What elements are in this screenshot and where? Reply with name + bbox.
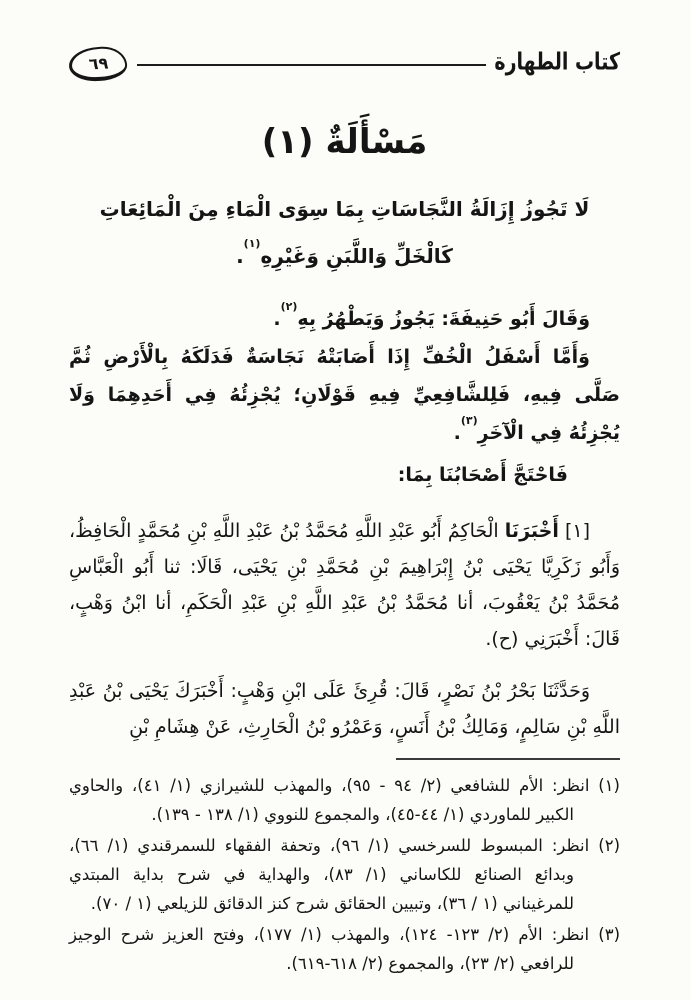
book-title-calligraphy: كتاب الطهارة (494, 48, 620, 76)
footnote-1-number: (١) (598, 776, 620, 795)
footnotes-section (69, 771, 620, 978)
section-title-word: مَسْأَلَةٌ (325, 122, 428, 162)
matn-line-2 (69, 233, 620, 280)
page-number-badge (68, 46, 128, 83)
header-rule (137, 64, 486, 66)
matn-line-2-text: كَالْخَلِّ وَاللَّبَنِ وَغَيْرِهِ (260, 244, 453, 268)
matn-statement (69, 186, 620, 280)
matn-line-1: لَا تَجُوزُ إِزَالَةُ النَّجَاسَاتِ بِمَا سِوَى الْمَاءِ مِنَ الْمَائِعَاتِ (99, 197, 590, 221)
page-number: ٦٩ (88, 52, 109, 73)
section-title-number: (١) (261, 122, 314, 162)
footnote-1-text: انظر: الأم للشافعي (٢/ ٩٤ - ٩٥)، والمهذب للشيرازي (١/ ٤١)، والحاوي الكبير للماوردي (١/ ٤٤-٤٥)، والمجموع للنووي (١/ ١٣٨ - ١٣٩). (69, 776, 590, 824)
section-title (69, 116, 620, 168)
isnad-opening-word: أَخْبَرَنَا (504, 520, 559, 542)
matn-period: . (236, 244, 244, 268)
body-text (69, 300, 620, 745)
para-khuff-period: . (453, 422, 461, 444)
para-abu-hanifa-period: . (273, 308, 281, 330)
isnad-marker: [١] (564, 520, 590, 542)
footnote-2 (69, 831, 620, 918)
para-abu-hanifa-text: وَقَالَ أَبُو حَنِيفَةَ: يَجُوزُ وَيَطْهُرُ بِهِ (297, 308, 590, 330)
footnote-separator (396, 758, 620, 760)
footnote-2-number: (٢) (598, 836, 621, 855)
footnote-3-number: (٣) (598, 925, 620, 944)
footnote-2-text: انظر: المبسوط للسرخسي (١/ ٩٦)، وتحفة الفقهاء للسمرقندي (١/ ٦٦)، وبدائع الصنائع للكاساني (١/ ٨٣)، والهداية في شرح بداية المبتدي للمرغيناني (١ / ٣٦)، وتبيين الحقائق شرح كنز الدقائق للزيلعي (١ / ٧٠). (69, 836, 590, 913)
footnote-3-text: انظر: الأم (٢/ ١٢٣- ١٢٤)، والمهذب (١/ ١٧٧)، وفتح العزيز شرح الوجيز للرافعي (٢/ ٢٣)، والمجموع (٢/ ٦١٨-٦١٩). (69, 925, 590, 973)
footnote-1 (69, 771, 620, 829)
footnote-ref-3: (٣) (460, 413, 478, 427)
para-khuff (69, 338, 620, 452)
para-isnad-1 (69, 513, 620, 657)
para-isnad-2: وَحَدَّثَنَا بَحْرُ بْنُ نَصْرٍ، قَالَ: قُرِئَ عَلَى ابْنِ وَهْبٍ: أَخْبَرَكَ يَحْيَى بْنُ عَبْدِ اللَّهِ بْنِ سَالِمٍ، وَمَالِكُ بْنُ أَنَسٍ، وَعَمْرُو بْنُ الْحَارِثِ، عَنْ هِشَامِ بْنِ (69, 680, 620, 738)
para-abu-hanifa (69, 300, 620, 338)
footnote-ref-2: (٢) (280, 299, 298, 313)
para-ihtijaj: فَاحْتَجَّ أَصْحَابُنَا بِمَا: (397, 464, 568, 486)
footnote-3 (69, 920, 620, 978)
para-khuff-text: وَأَمَّا أَسْفَلُ الْخُفِّ إِذَا أَصَابَتْهُ نَجَاسَةٌ فَدَلَكَهُ بِالْأَرْضِ ثُمَّ صَلَّى فِيهِ، فَلِلشَّافِعِيِّ فِيهِ قَوْلَانِ؛ يُجْزِئُهُ فِي أَحَدِهِمَا وَلَا يُجْزِئُهُ فِي الْآخَرِ (69, 346, 620, 444)
page-header (69, 44, 620, 84)
footnote-ref-1: (١) (243, 237, 261, 251)
isnad-1-text: الْحَاكِمُ أَبُو عَبْدِ اللَّهِ مُحَمَّدُ بْنُ عَبْدِ اللَّهِ بْنِ مُحَمَّدٍ الْحَافِظُ، وَأَبُو زَكَرِيَّا يَحْيَى بْنُ إِبْرَاهِيمَ بْنِ مُحَمَّدِ بْنِ يَحْيَى، قَالَا: ثنا أَبُو الْعَبَّاسِ مُحَمَّدُ بْنُ يَعْقُوبَ، أنا مُحَمَّدُ بْنُ عَبْدِ اللَّهِ بْنِ عَبْدِ الْحَكَمِ، أنا ابْنُ وَهْبٍ، قَالَ: أَخْبَرَنِي (ح). (69, 520, 620, 650)
